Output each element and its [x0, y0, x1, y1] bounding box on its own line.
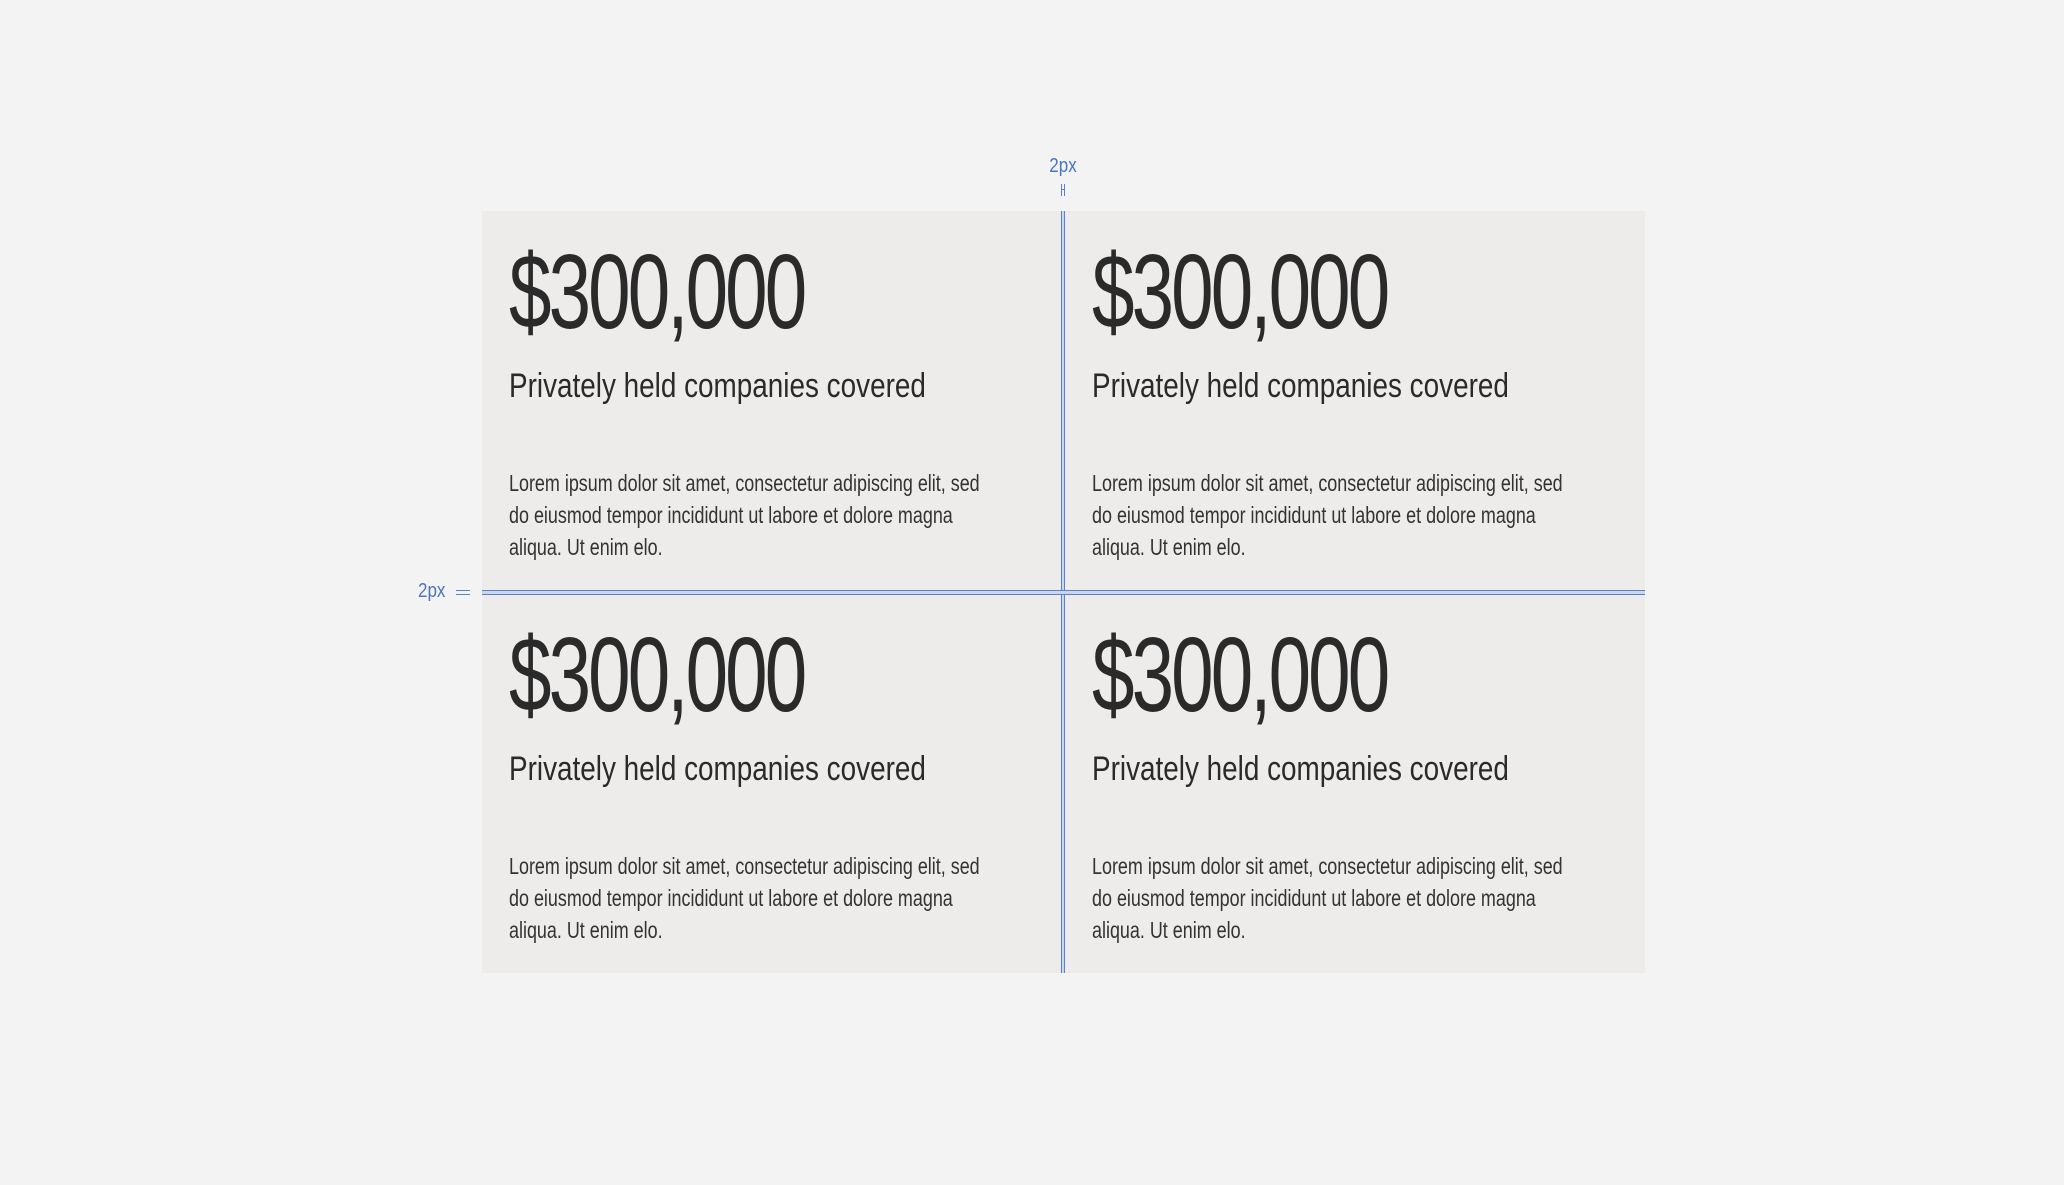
stat-card: [1065, 211, 1645, 590]
stat-amount: $300,000: [1092, 616, 1388, 734]
horizontal-gutter-label: 2px: [418, 580, 446, 602]
stat-description: Lorem ipsum dolor sit amet, consectetur adipiscing elit, sed do eiusmod tempor incididunt ut labore et dolore magna aliqua. Ut enim elo.: [509, 470, 980, 560]
stat-subtitle: Privately held companies covered: [1092, 367, 1509, 405]
stat-amount: $300,000: [1092, 233, 1388, 351]
vertical-gutter-label: 2px: [1049, 155, 1077, 177]
stat-amount: $300,000: [509, 233, 805, 351]
stat-card: [1065, 594, 1645, 973]
horizontal-gutter-guide: [482, 590, 1645, 595]
stat-subtitle: Privately held companies covered: [509, 367, 926, 405]
stat-description: Lorem ipsum dolor sit amet, consectetur adipiscing elit, sed do eiusmod tempor incididunt ut labore et dolore magna aliqua. Ut enim elo.: [509, 853, 980, 943]
horizontal-gutter-measure-icon: [456, 590, 470, 595]
stat-description: Lorem ipsum dolor sit amet, consectetur adipiscing elit, sed do eiusmod tempor incididunt ut labore et dolore magna aliqua. Ut enim elo.: [1092, 470, 1563, 560]
stat-description: Lorem ipsum dolor sit amet, consectetur adipiscing elit, sed do eiusmod tempor incididunt ut labore et dolore magna aliqua. Ut enim elo.: [1092, 853, 1563, 943]
stat-subtitle: Privately held companies covered: [1092, 750, 1509, 788]
stat-subtitle: Privately held companies covered: [509, 750, 926, 788]
vertical-gutter-measure-icon: [1061, 184, 1065, 196]
stat-amount: $300,000: [509, 616, 805, 734]
stat-card: [482, 211, 1062, 590]
stat-card: [482, 594, 1062, 973]
